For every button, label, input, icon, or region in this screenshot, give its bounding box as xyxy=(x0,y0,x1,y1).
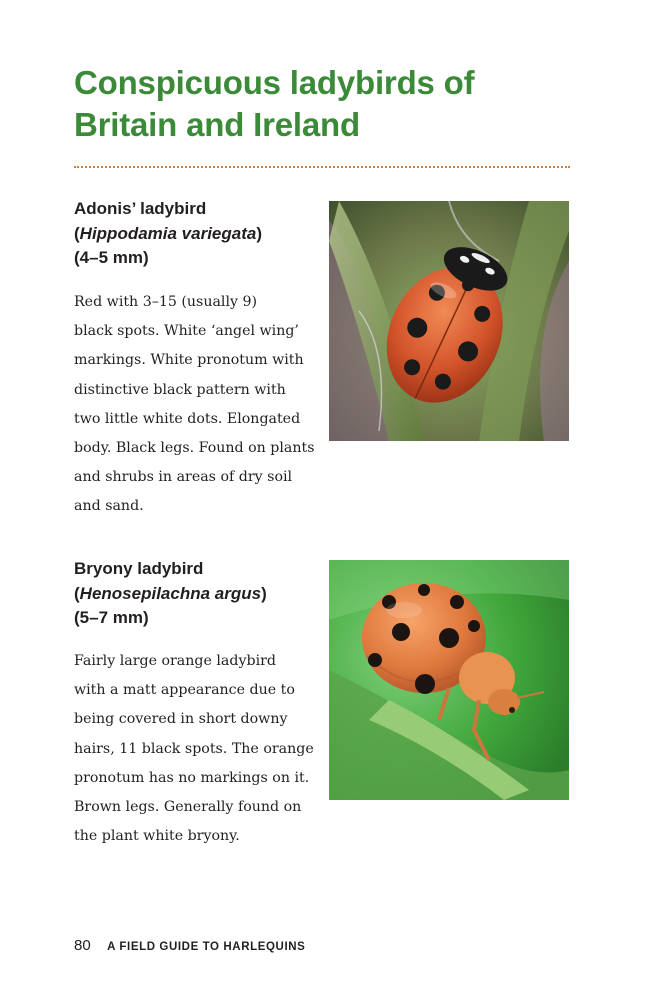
description-line: and shrubs in areas of dry soil xyxy=(74,469,293,486)
species-latin-name: (Henosepilachna argus) xyxy=(74,583,267,603)
description-line: two little white dots. Elongated xyxy=(74,410,301,427)
species-name: Bryony ladybird xyxy=(74,559,204,578)
description-line: distinctive black pattern with xyxy=(74,381,286,398)
description-line: Red with 3–15 (usually 9) xyxy=(74,294,258,310)
description-line: Brown legs. Generally found on xyxy=(74,799,302,816)
description-line: black spots. White ‘angel wing’ xyxy=(74,323,299,340)
page-title-line-2: Britain and Ireland xyxy=(74,106,360,143)
description-line: pronotum has no markings on it. xyxy=(74,769,310,786)
species-heading-bryony xyxy=(74,557,324,631)
species-name: Adonis’ ladybird xyxy=(74,199,207,218)
running-head: A FIELD GUIDE TO HARLEQUINS xyxy=(107,941,306,953)
page-footer xyxy=(74,937,305,955)
page-number: 80 xyxy=(74,937,91,954)
species-heading-adonis xyxy=(74,197,324,271)
species-size: (5–7 mm) xyxy=(74,608,149,627)
description-line: being covered in short downy xyxy=(74,711,288,728)
description-line: and sand. xyxy=(74,498,144,515)
species-description-adonis xyxy=(74,288,324,522)
bryony-ladybird-photo xyxy=(329,560,569,800)
description-line: with a matt appearance due to xyxy=(74,682,295,699)
species-size: (4–5 mm) xyxy=(74,248,149,267)
species-latin-name: (Hippodamia variegata) xyxy=(74,223,263,243)
page-title-line-1: Conspicuous ladybirds of xyxy=(74,64,475,101)
description-line: the plant white bryony. xyxy=(74,828,240,845)
description-line: markings. White pronotum with xyxy=(74,352,304,369)
description-line: hairs, 11 black spots. The orange xyxy=(74,740,314,757)
species-description-bryony xyxy=(74,647,324,851)
page-title xyxy=(74,62,574,146)
adonis-ladybird-photo xyxy=(329,201,569,441)
description-line: body. Black legs. Found on plants xyxy=(74,440,315,457)
dotted-divider xyxy=(74,166,570,168)
description-line: Fairly large orange ladybird xyxy=(74,653,276,669)
